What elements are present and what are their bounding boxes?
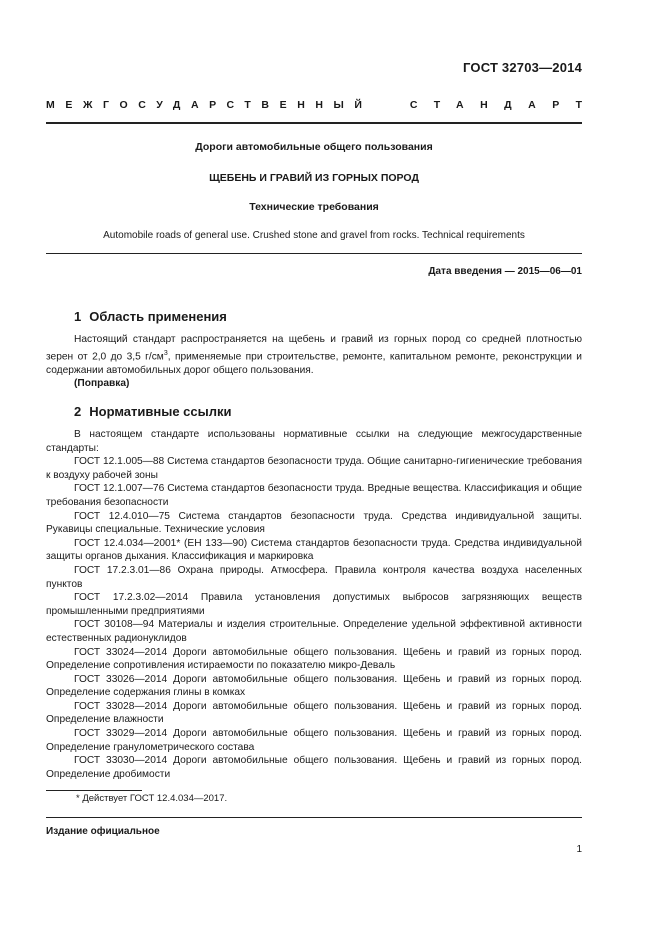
gost-number: ГОСТ 32703—2014 bbox=[463, 60, 582, 75]
official-edition: Издание официальное bbox=[46, 826, 160, 837]
reference-item: ГОСТ 33024—2014 Дороги автомобильные общего пользования. Щебень и гравий из горных пород. Определение сопротивления истираемости по показателю микро-Деваль bbox=[46, 646, 582, 672]
reference-item: ГОСТ 17.2.3.01—86 Охрана природы. Атмосфера. Правила контроля качества воздуха населенных пунктов bbox=[46, 564, 582, 590]
reference-item: ГОСТ 12.1.007—76 Система стандартов безопасности труда. Вредные вещества. Классификация и общие требования безопасности bbox=[46, 483, 582, 508]
scope-paragraph bbox=[46, 333, 582, 377]
introduction-date: Дата введения — 2015—06—01 bbox=[428, 266, 582, 277]
reference-item: ГОСТ 12.4.034—2001* (ЕН 133—90) Система стандартов безопасности труда. Средства индивидуальной защиты органов дыхания. Классификация и маркировка bbox=[46, 537, 582, 563]
title-subtitle: Технические требования bbox=[249, 201, 379, 213]
title-english: Automobile roads of general use. Crushed stone and gravel from rocks. Technical requirements bbox=[103, 230, 525, 241]
page-number: 1 bbox=[576, 844, 582, 855]
reference-item: ГОСТ 17.2.3.02—2014 Правила установления допустимых выбросов загрязняющих веществ промышленными предприятиями bbox=[46, 592, 582, 617]
title-rule bbox=[46, 253, 582, 254]
header-rule bbox=[46, 122, 582, 124]
scope-text-cont: , применяемые при строительстве, ремонте, капитальном ремонте, реконструкции и содержании автомобильных дорог общего пользования. bbox=[46, 350, 582, 376]
document-page bbox=[46, 0, 599, 935]
reference-item: ГОСТ 30108—94 Материалы и изделия строительные. Определение удельной эффективной активности естественных радионуклидов bbox=[46, 619, 582, 644]
section-1-body bbox=[46, 333, 582, 391]
footnote-rule bbox=[46, 790, 142, 791]
title-block bbox=[46, 141, 582, 246]
reference-item: ГОСТ 33026—2014 Дороги автомобильные общего пользования. Щебень и гравий из горных пород. Определение содержания глины в комках bbox=[46, 673, 582, 699]
reference-item: ГОСТ 33029—2014 Дороги автомобильные общего пользования. Щебень и гравий из горных пород. Определение гранулометрического состава bbox=[46, 728, 582, 753]
superscript: 3 bbox=[163, 349, 168, 357]
reference-item: ГОСТ 33028—2014 Дороги автомобильные общего пользования. Щебень и гравий из горных пород. Определение влажности bbox=[46, 700, 582, 726]
footnote: * Действует ГОСТ 12.4.034—2017. bbox=[76, 793, 228, 804]
section-number: 2 bbox=[74, 404, 82, 419]
section-title: Область применения bbox=[89, 309, 227, 324]
title-main: ЩЕБЕНЬ И ГРАВИЙ ИЗ ГОРНЫХ ПОРОД bbox=[209, 172, 419, 184]
amendment-note: (Поправка) bbox=[74, 378, 130, 390]
section-number: 1 bbox=[74, 309, 82, 324]
section-2-body bbox=[46, 428, 582, 781]
interstate-standard-banner bbox=[46, 99, 599, 111]
standard-word: СТАНДАРТ bbox=[409, 99, 599, 111]
refs-intro: В настоящем стандарте использованы нормативные ссылки на следующие межгосударственные стандарты: bbox=[46, 429, 582, 454]
section-title: Нормативные ссылки bbox=[89, 404, 232, 419]
reference-item: ГОСТ 33030—2014 Дороги автомобильные общего пользования. Щебень и гравий из горных пород. Определение дробимости bbox=[46, 755, 582, 780]
section-1-heading bbox=[74, 309, 227, 324]
references-list bbox=[46, 455, 582, 781]
title-line-1: Дороги автомобильные общего пользования bbox=[195, 141, 433, 153]
reference-item: ГОСТ 12.1.005—88 Система стандартов безопасности труда. Общие санитарно-гигиенические требования к воздуху рабочей зоны bbox=[46, 456, 582, 481]
interstate-word: МЕЖГОСУДАРСТВЕННЫЙ bbox=[46, 99, 373, 111]
scope-text: Настоящий стандарт распространяется на щебень и гравий из горных пород со средней плотностью зерен от 2,0 до 3,5 г/см bbox=[46, 334, 582, 362]
reference-item: ГОСТ 12.4.010—75 Система стандартов безопасности труда. Средства индивидуальной защиты. Рукавицы специальные. Технические условия bbox=[46, 510, 582, 536]
section-2-heading bbox=[74, 404, 231, 419]
bottom-rule bbox=[46, 817, 582, 818]
